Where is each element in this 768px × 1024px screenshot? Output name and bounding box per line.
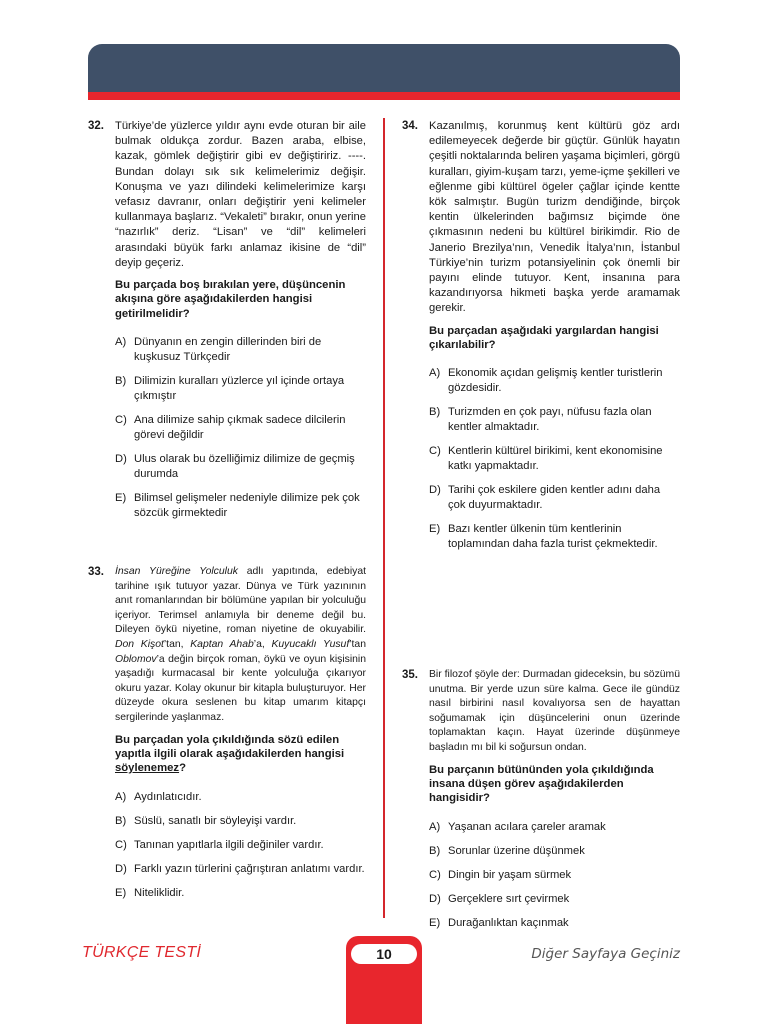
option-text: Sorunlar üzerine düşünmek <box>448 844 585 857</box>
option-letter: A) <box>429 367 441 380</box>
connector: ’tan <box>349 638 366 650</box>
option-letter: B) <box>429 406 441 419</box>
question-paragraph: Kazanılmış, korunmuş kent kültürü göz ardı edilemeyecek değerde bir güçtür. Günlük hayatın çeşitli noktalarında beliren yaşama biçimleri, görgü kuralları, giyim-kuşam tarzı, yeme-içme şekilleri ve eğlenme gibi kültürel ögeler çağlar içinde kentte kök salmıştır. Bugün turizm dendiğinde, birçok kentin ülkelerinden bağımsız biçimde öne çıkmasının nedeni bu kültürel birikimdir. Rio de Janerio Brezilya’nın, Venedik İtalya’nın, İstanbul Türkiye’nin turizm potansiyelinin çok önemli bir payını elinde tutuyor. Kent, insanına para kazandırıyorsa hikmeti başka yerde aramamak gerekir. <box>429 120 680 315</box>
option-text: Niteliklidir. <box>134 886 185 899</box>
header-band <box>88 44 680 92</box>
option-text: Ulus olarak bu özelliğimiz dilimize de geçmiş durumda <box>134 453 355 481</box>
option-e[interactable] <box>429 916 680 931</box>
option-text: Süslü, sanatlı bir söyleyişi vardır. <box>134 814 297 827</box>
option-d[interactable] <box>429 892 680 907</box>
option-a[interactable] <box>115 790 366 805</box>
option-text: Dilimizin kuralları yüzlerce yıl içinde ortaya çıkmıştır <box>134 375 345 403</box>
option-text: Kentlerin kültürel birikimi, kent ekonomisine katkı yapmaktadır. <box>448 445 663 473</box>
question-paragraph: Türkiye’de yüzlerce yıldır aynı evde oturan bir aile bulmak oldukça zordur. Bazen araba, elbise, kazak, gömlek değiştirir gibi ev değiştiririz. ----. Bundan dolayı sık sık kelimelerimiz değişir. Konuşma ve yazı dilindeki kelimelerimize karşı vefasız davranır, onları değiştirir yeni kelimeler kullanmaya başlarız. “Vekaleti” bırakır, onun yerine “nazırlık” deriz. “Lisan” ve “dil” kelimeleri arasındaki büyük farkı anlamaz ikisine de “dil” deyip geçeriz. <box>115 120 366 269</box>
question-number: 32. <box>88 120 104 132</box>
option-text: Dingin bir yaşam sürmek <box>448 868 572 881</box>
option-letter: B) <box>115 375 127 388</box>
option-text: Farklı yazın türlerini çağrıştıran anlatımı vardır. <box>134 862 365 875</box>
option-letter: E) <box>429 523 441 536</box>
question-number: 35. <box>402 669 418 681</box>
option-c[interactable] <box>429 444 680 474</box>
header-accent-bar <box>88 92 680 100</box>
option-letter: C) <box>429 868 441 881</box>
option-letter: D) <box>429 484 441 497</box>
option-e[interactable] <box>115 886 366 901</box>
option-text: Ana dilimize sahip çıkmak sadece dilcilerin görevi değildir <box>134 414 346 442</box>
book-title: Kuyucaklı Yusuf <box>271 638 350 650</box>
option-d[interactable] <box>115 862 366 877</box>
option-letter: D) <box>115 453 127 466</box>
option-text: Dünyanın en zengin dillerinden biri de kuşkusuz Türkçedir <box>134 336 322 364</box>
prompt-emphasis: söylenemez <box>115 762 180 775</box>
paragraph-text: ’a değin birçok roman, öykü ve oyun kişisinin yaşadığı kurmacasal bir kente yolculuğa çıkarıyor okuru yazar. Kolay okunur bir kitapla buluşturuyor. Her düzeyde okura seslenen bu kitap umarım kitapçı sergilerinde yaşlanmaz. <box>115 653 366 723</box>
option-letter: D) <box>115 862 127 875</box>
option-b[interactable] <box>115 814 366 829</box>
next-page-label: Diğer Sayfaya Geçiniz <box>531 946 680 962</box>
column-divider <box>383 118 385 918</box>
option-b[interactable] <box>429 844 680 859</box>
option-letter: B) <box>429 844 441 857</box>
question-number: 33. <box>88 566 104 578</box>
option-text: Tanınan yapıtlarla ilgili değiniler vardır. <box>134 838 324 851</box>
question-35 <box>402 668 680 940</box>
option-text: Aydınlatıcıdır. <box>134 790 202 803</box>
connector: ’a, <box>253 638 272 650</box>
option-text: Ekonomik açıdan gelişmiş kentler turistlerin gözdesidir. <box>448 367 663 395</box>
option-d[interactable] <box>429 483 680 513</box>
option-letter: A) <box>429 820 441 833</box>
option-e[interactable] <box>115 491 366 521</box>
book-title: İnsan Yüreğine Yolculuk <box>115 566 238 577</box>
option-letter: D) <box>429 892 441 905</box>
option-c[interactable] <box>429 868 680 883</box>
option-text: Bazı kentler ülkenin tüm kentlerinin toplamından daha fazla turist çekmektedir. <box>448 523 658 551</box>
option-text: Turizmden en çok payı, nüfusu fazla olan kentler almaktadır. <box>448 406 652 434</box>
option-c[interactable] <box>115 413 366 443</box>
book-title: Oblomov <box>115 653 157 665</box>
book-title: Don Kişot <box>115 638 164 650</box>
page-number: 10 <box>351 944 417 964</box>
question-prompt: Bu parçada boş bırakılan yere, düşüncenin akışına göre aşağıdakilerden hangisi getirilmelidir? <box>115 279 346 320</box>
option-text: Durağanlıktan kaçınmak <box>448 916 569 929</box>
option-letter: E) <box>115 492 127 505</box>
question-33 <box>88 565 366 910</box>
option-c[interactable] <box>115 838 366 853</box>
option-letter: E) <box>115 886 127 899</box>
question-number: 34. <box>402 120 418 132</box>
option-letter: C) <box>429 445 441 458</box>
question-prompt: Bu parçadan aşağıdaki yargılardan hangisi çıkarılabilir? <box>429 324 659 352</box>
option-letter: E) <box>429 916 441 929</box>
option-a[interactable] <box>429 366 680 396</box>
paragraph-text: adlı yapıtında, edebiyat tarihine ışık tutuyor yazar. Dünya ve Türk yazınının anıt romanlarından bir bölümüne yapılan bir yolculuğu içeriyor. Terimsel anlamıyla bir deneme değil bu. Dileyen öykü niyetine, roman niyetine de okuyabilir. <box>115 566 366 636</box>
test-name: TÜRKÇE TESTİ <box>82 944 202 961</box>
option-b[interactable] <box>115 374 366 404</box>
option-text: Yaşanan acılara çareler aramak <box>448 820 606 833</box>
question-prompt: Bu parçanın bütününden yola çıkıldığında insana düşen görev aşağıdakilerden hangisidir? <box>429 763 654 805</box>
option-letter: B) <box>115 814 127 827</box>
prompt-text: ? <box>179 762 186 775</box>
question-34 <box>402 119 680 561</box>
option-a[interactable] <box>115 335 366 365</box>
option-letter: A) <box>115 790 127 803</box>
connector: ’tan, <box>163 638 191 650</box>
option-letter: C) <box>115 414 127 427</box>
option-e[interactable] <box>429 522 680 552</box>
option-b[interactable] <box>429 405 680 435</box>
option-letter: A) <box>115 336 127 349</box>
book-title: Kaptan Ahab <box>190 638 254 650</box>
question-prompt <box>115 733 366 776</box>
question-paragraph: Bir filozof şöyle der: Durmadan gideceksin, bu sözümü unutma. Bir yerde uzun süre kalma. Gece ile gündüz nasıl birbirini nasıl kovalıyorsa sen de hayattan soğumamak için düşüncelerini onun üzerinde toplamaktan kaçın. Hayat üzerinde düşünmeye başladın mı bil ki soğursun ondan. <box>429 669 680 753</box>
option-letter: C) <box>115 838 127 851</box>
option-a[interactable] <box>429 820 680 835</box>
option-text: Bilimsel gelişmeler nedeniyle dilimize pek çok sözcük girmektedir <box>134 492 360 520</box>
option-d[interactable] <box>115 452 366 482</box>
option-text: Tarihi çok eskilere giden kentler adını daha çok duyurmaktadır. <box>448 484 661 512</box>
option-text: Gerçeklere sırt çevirmek <box>448 892 570 905</box>
prompt-text: Bu parçadan yola çıkıldığında sözü edilen yapıtla ilgili olarak aşağıdakilerden hangisi <box>115 733 345 760</box>
question-32 <box>88 119 366 530</box>
question-paragraph <box>115 565 366 726</box>
